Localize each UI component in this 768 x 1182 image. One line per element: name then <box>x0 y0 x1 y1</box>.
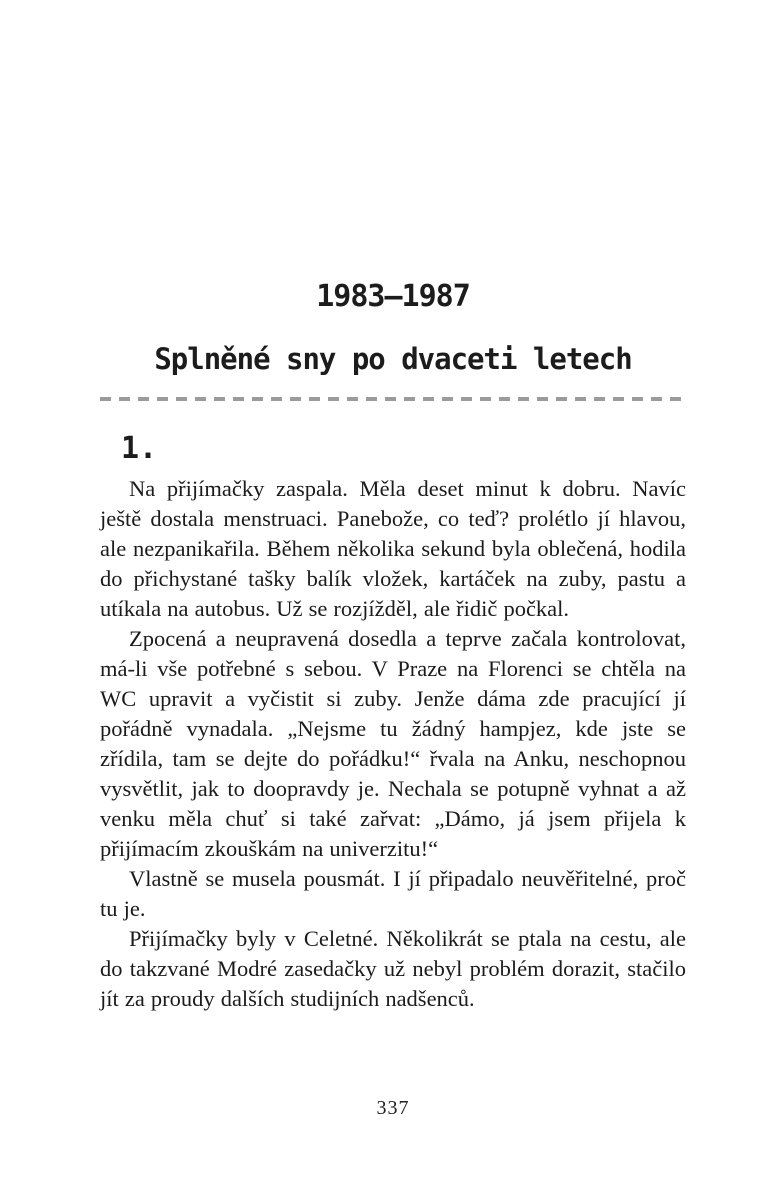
page-number: 337 <box>376 1097 410 1119</box>
body-text <box>100 474 686 1014</box>
body-paragraph: Zpocená a neupravená dosedla a teprve začala kontrolovat, má-li vše potřebné s sebou. V Praze na Florenci se chtěla na WC upravit a vyčistit si zuby. Jenže dáma zde pracující jí pořádně vynadala. „Nejsme tu žádný hampjez, kde jste se zřídila, tam se dejte do pořádku!“ řvala na Anku, neschopnou vysvětlit, jak to doopravdy je. Nechala se potupně vyhnat a až venku měla chuť si také zařvat: „Dámo, já jsem přijela k přijímacím zkouškám na univerzitu!“ <box>100 626 686 861</box>
body-paragraph: Přijímačky byly v Celetné. Několikrát se ptala na cestu, ale do takzvané Modré zasedačky už nebyl problém dorazit, stačilo jít za proudy dalších studijních nadšenců. <box>100 926 686 1011</box>
chapter-years-heading: 1983–1987 <box>316 279 470 314</box>
body-paragraph: Na přijímačky zaspala. Měla deset minut k dobru. Navíc ještě dostala menstruaci. Panebože, co teď? prolétlo jí hlavou, ale nezpanikařila. Během několika sekund byla oblečená, hodila do přichystané tašky balík vložek, kartáček na zuby, pastu a utíkala na autobus. Už se rozjížděl, ale řidič počkal. <box>100 476 686 621</box>
dashed-divider <box>100 397 686 401</box>
text-column <box>100 0 686 1182</box>
section-number: 1. <box>121 431 158 466</box>
body-paragraph: Vlastně se musela pousmát. I jí připadalo neuvěřitelné, proč tu je. <box>100 866 686 921</box>
chapter-title-heading: Splněné sny po dvaceti letech <box>154 342 632 376</box>
